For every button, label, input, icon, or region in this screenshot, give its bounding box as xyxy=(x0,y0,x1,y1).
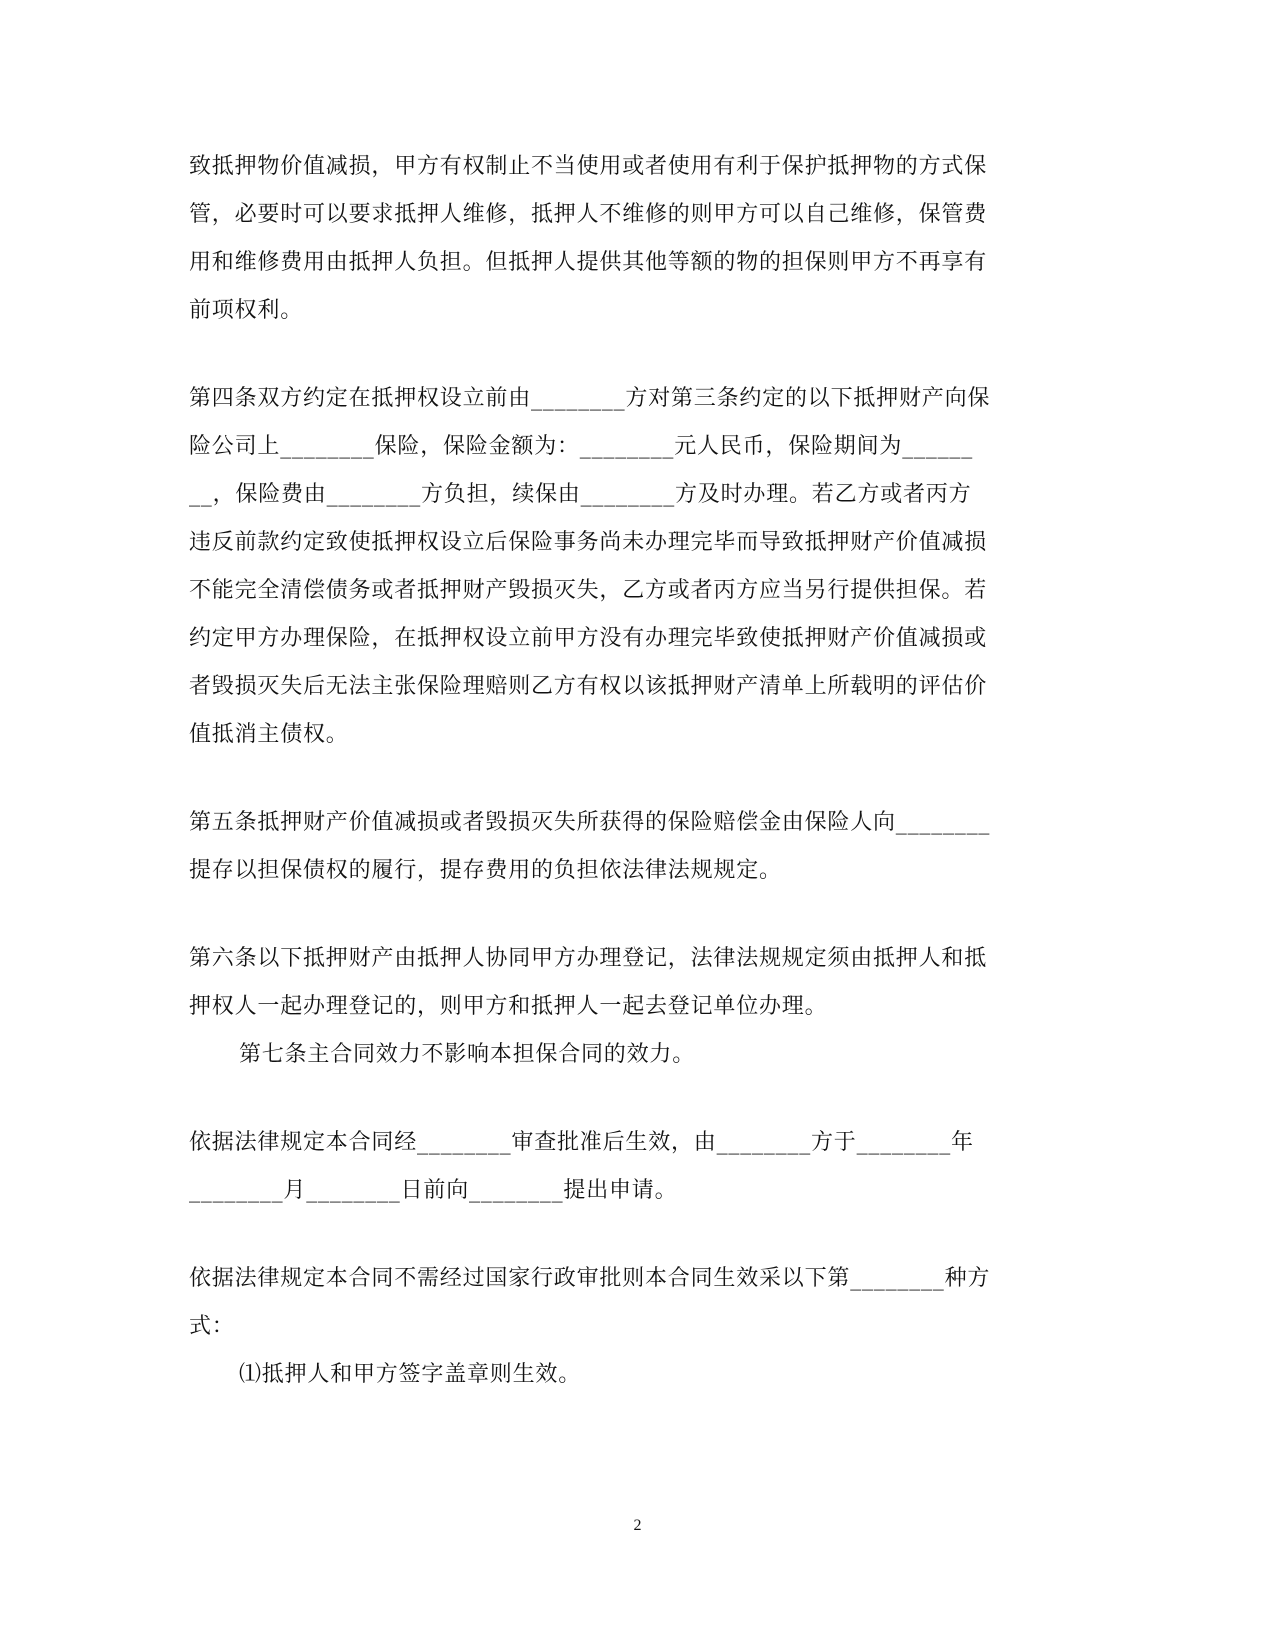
option-1-line: ⑴抵押人和甲方签字盖章则生效。 xyxy=(239,1362,582,1387)
article-7-line: 第七条主合同效力不影响本担保合同的效力。 xyxy=(239,1042,696,1067)
article-4-line: 不能完全清偿债务或者抵押财产毁损灭失，乙方或者丙方应当另行提供担保。若 xyxy=(189,578,988,603)
article-4-line: 险公司上________保险，保险金额为：________元人民币，保险期间为______ xyxy=(189,434,974,459)
paragraph-line: 前项权利。 xyxy=(189,298,304,323)
effectiveness-clause-line: 式： xyxy=(189,1314,235,1339)
article-6-line: 押权人一起办理登记的，则甲方和抵押人一起去登记单位办理。 xyxy=(189,994,828,1019)
article-4-line: 约定甲方办理保险，在抵押权设立前甲方没有办理完毕致使抵押财产价值减损或 xyxy=(189,626,988,651)
article-4-line: 者毁损灭失后无法主张保险理赔则乙方有权以该抵押财产清单上所载明的评估价 xyxy=(189,674,988,699)
article-6-line: 第六条以下抵押财产由抵押人协同甲方办理登记，法律法规规定须由抵押人和抵 xyxy=(189,946,988,971)
article-4-line: 值抵消主债权。 xyxy=(189,722,349,747)
approval-clause-line: 依据法律规定本合同经________审查批准后生效，由________方于________年 xyxy=(189,1130,974,1155)
article-4-line: __，保险费由________方负担，续保由________方及时办理。若乙方或者丙方 xyxy=(189,482,972,507)
paragraph-line: 致抵押物价值减损，甲方有权制止不当使用或者使用有利于保护抵押物的方式保 xyxy=(189,154,988,179)
effectiveness-clause-line: 依据法律规定本合同不需经过国家行政审批则本合同生效采以下第________种方 xyxy=(189,1266,991,1291)
paragraph-line: 用和维修费用由抵押人负担。但抵押人提供其他等额的物的担保则甲方不再享有 xyxy=(189,250,988,275)
article-5-line: 提存以担保债权的履行，提存费用的负担依法律法规规定。 xyxy=(189,858,782,883)
page-number: 2 xyxy=(633,1517,642,1534)
article-4-line: 违反前款约定致使抵押权设立后保险事务尚未办理完毕而导致抵押财产价值减损 xyxy=(189,530,988,555)
article-4-line: 第四条双方约定在抵押权设立前由________方对第三条约定的以下抵押财产向保 xyxy=(189,386,991,411)
paragraph-line: 管，必要时可以要求抵押人维修，抵押人不维修的则甲方可以自己维修，保管费 xyxy=(189,202,988,227)
article-5-line: 第五条抵押财产价值减损或者毁损灭失所获得的保险赔偿金由保险人向________ xyxy=(189,810,991,835)
approval-clause-line: ________月________日前向________提出申请。 xyxy=(189,1178,678,1203)
